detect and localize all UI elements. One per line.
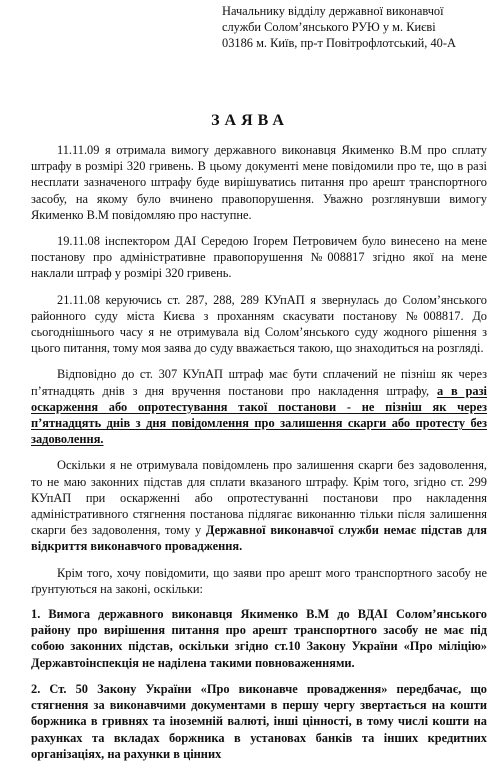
addressee-line: служби Солом’янського РУЮ у м. Києві [222,20,436,34]
document-body [31,142,487,772]
paragraph-resolution: 19.11.08 інспектором ДАІ Середою Ігорем Петровичем було винесено на мене постанову про адміністративне правопорушення №008817 згідно якої на мене наклали штраф у розмірі 320 гривень. [31,234,487,281]
addressee-block [222,3,494,51]
document-title: ЗАЯВА [211,112,289,129]
article-307-emphasis: а в разі оскарження або опротестування такої постанови - не пізніш як через п’ятнадцять днів з дня повідомлення про залишення скарги або протесту без задоволення. [31,383,487,447]
article-307-text: Відповідно до ст. 307 КУпАП штраф має бути сплачений не пізніш як через п’ятнадцять днів з дня вручення постанови про накладення штрафу, [31,367,487,398]
list-item-1 [31,606,487,671]
paragraph-article-307 [31,366,487,447]
article-299-text: Оскільки я не отримувала повідомлень про залишення скарги без задоволення, то не маю законних підстав для сплати вказаного штрафу. Крім того, згідно ст. 299 КУпАП при оскарженні або опротестуванні постанови про накладення адміністративного стягнення постанова підлягає виконанню тільки після залишення скарги без задоволення, тому у [31,458,487,538]
list-item-2 [31,681,487,762]
paragraph-article-299 [31,457,487,554]
paragraph-court-appeal: 21.11.08 керуючись ст. 287, 288, 289 КУпАП я звернулась до Солом’янського районного суду міста Києва з проханням скасувати постанову №008817. До сьогоднішнього часу я не отримувала від Солом’янського суду жодного рішення з цього питання, тому моя заява до суду вважається такою, що знаходиться на розгляді. [31,292,487,356]
paragraph-requirement: 11.11.09 я отримала вимогу державного виконавця Якименко В.М про сплату штрафу в розмірі 320 гривень. В цьому документі мене повідомили про те, що в разі несплати зазначеного штрафу буде вирішуватись питання про арешт транспортного засобу, на якому було вчинено правопорушення. Уважно розглянувши вимогу Якименко В.М повідомляю про наступне. [31,143,487,222]
paragraph-arrest-claims: Крім того, хочу повідомити, що заяви про арешт мого транспортного засобу не ґрунтуються на законі, оскільки: [31,565,487,596]
list-item-2-text: 2. Ст. 50 Закону України «Про виконавче провадження» передбачає, що стягнення за виконавчими документами в першу чергу звертається на кошти боржника в гривнях та іноземній валюті, інші цінності, в тому числі кошти на рахунках та вкладах боржника в установах банків та інших кредитних організаціях, на рахунки в цінних [31,681,487,761]
addressee-line: Начальнику відділу державної виконавчої [222,4,444,18]
addressee-line: 03186 м. Київ, пр-т Повітрофлотський, 40-А [222,36,456,50]
list-item-1-text: 1. Вимога державного виконавця Якименко В.М до ВДАІ Солом’янського району про вирішення питання про арешт транспортного засобу не має під собою законних підстав, оскільки згідно ст.10 Закону України «Про міліцію» Державтоінспекція не наділена такими повноваженнями. [31,607,487,670]
article-299-emphasis: Державної виконавчої служби немає підстав для відкриття виконавчого провадження. [31,523,487,554]
